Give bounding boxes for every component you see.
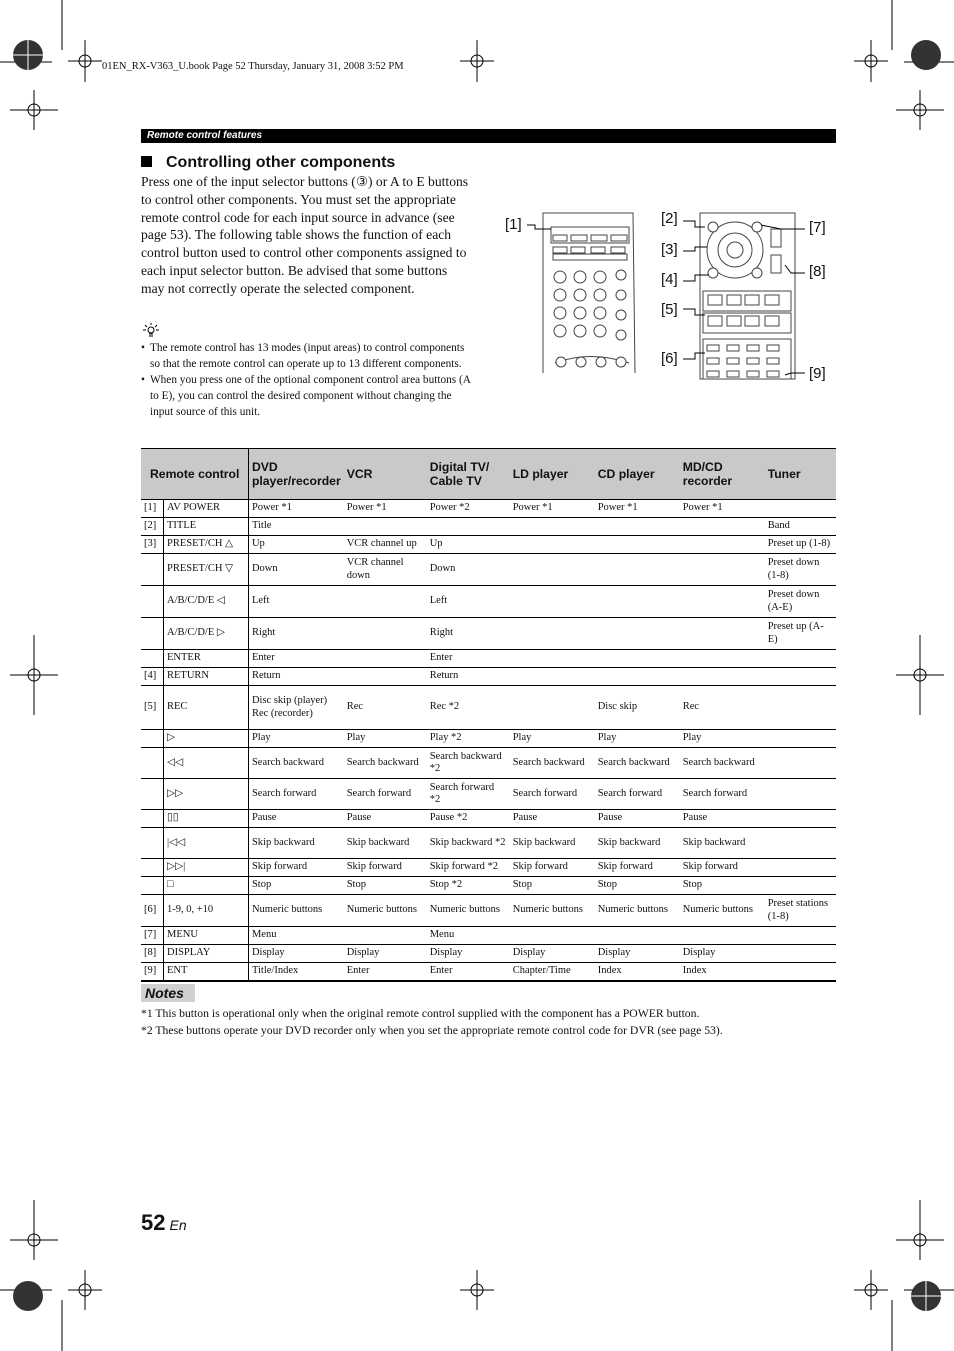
table-cell: Rec *2 (427, 686, 510, 730)
table-row (141, 927, 836, 945)
table-cell: Skip backward (248, 828, 343, 859)
table-cell (510, 536, 595, 554)
table-cell: Search backward (248, 748, 343, 779)
figure-label-5: [5] (661, 301, 678, 318)
section-banner: Remote control features (141, 129, 836, 143)
figure-label-8: [8] (809, 263, 826, 280)
row-label-cell: □ (164, 877, 249, 895)
table-cell (765, 859, 836, 877)
table-cell: Return (427, 668, 510, 686)
table-cell (510, 586, 595, 618)
table-cell: Pause (248, 810, 343, 828)
table-cell: Rec (344, 686, 427, 730)
table-cell: Power *1 (248, 500, 343, 518)
table-cell: Left (427, 586, 510, 618)
figure-label-4: [4] (661, 271, 678, 288)
square-bullet-icon (141, 156, 152, 167)
table-cell: Title (248, 518, 343, 536)
table-cell: Power *1 (344, 500, 427, 518)
table-cell: Preset up (A-E) (765, 618, 836, 650)
table-cell: Title/Index (248, 963, 343, 982)
table-cell (765, 779, 836, 810)
table-cell: Play *2 (427, 730, 510, 748)
table-row (141, 554, 836, 586)
table-row (141, 963, 836, 982)
figure-label-1: [1] (505, 216, 522, 233)
table-cell: Search forward (248, 779, 343, 810)
figure-label-2: [2] (661, 210, 678, 227)
table-cell (510, 618, 595, 650)
table-row (141, 730, 836, 748)
row-label-cell: REC (164, 686, 249, 730)
row-label-cell: DISPLAY (164, 945, 249, 963)
table-cell: Search backward (510, 748, 595, 779)
table-cell: VCR channel up (344, 536, 427, 554)
table-cell: Play (680, 730, 765, 748)
table-cell: Numeric buttons (344, 895, 427, 927)
table-cell: Stop (595, 877, 680, 895)
table-cell: Play (344, 730, 427, 748)
row-index-cell: [4] (141, 668, 164, 686)
header-tuner: Tuner (765, 449, 836, 500)
table-cell: Chapter/Time (510, 963, 595, 982)
row-label-cell: 1-9, 0, +10 (164, 895, 249, 927)
table-cell (680, 650, 765, 668)
table-cell (680, 618, 765, 650)
table-cell: Display (510, 945, 595, 963)
table-cell: Skip backward (595, 828, 680, 859)
table-row (141, 859, 836, 877)
row-index-cell (141, 859, 164, 877)
row-index-cell: [5] (141, 686, 164, 730)
row-label-cell: |◁◁ (164, 828, 249, 859)
table-cell: Search backward (680, 748, 765, 779)
table-cell (765, 500, 836, 518)
row-index-cell (141, 877, 164, 895)
table-row (141, 618, 836, 650)
table-cell: Right (248, 618, 343, 650)
table-cell (510, 554, 595, 586)
section-title: Controlling other components (141, 154, 395, 172)
page-number: 52 En (141, 1210, 187, 1235)
table-cell: Power *1 (595, 500, 680, 518)
table-row (141, 668, 836, 686)
table-cell: Pause (510, 810, 595, 828)
table-cell (595, 668, 680, 686)
table-cell: Skip backward *2 (427, 828, 510, 859)
table-cell: Skip backward (510, 828, 595, 859)
row-label-cell: PRESET/CH △ (164, 536, 249, 554)
table-cell: Enter (427, 650, 510, 668)
table-row (141, 895, 836, 927)
table-cell: Display (344, 945, 427, 963)
tip-item: • When you press one of the optional component control area buttons (A to E), you can control the desired component without changing the input source of this unit. (141, 372, 471, 420)
table-cell (680, 586, 765, 618)
table-cell (680, 554, 765, 586)
table-cell: Skip forward (248, 859, 343, 877)
table-cell: Disc skip (595, 686, 680, 730)
row-label-cell: ▷ (164, 730, 249, 748)
table-cell (510, 518, 595, 536)
table-cell: Index (595, 963, 680, 982)
table-cell: Numeric buttons (680, 895, 765, 927)
table-cell: Numeric buttons (595, 895, 680, 927)
table-cell: Stop (248, 877, 343, 895)
table-cell (765, 927, 836, 945)
table-cell (765, 650, 836, 668)
row-index-cell: [3] (141, 536, 164, 554)
table-cell: Up (427, 536, 510, 554)
row-label-cell: RETURN (164, 668, 249, 686)
table-cell: Display (427, 945, 510, 963)
row-index-cell (141, 618, 164, 650)
table-cell: Search backward (595, 748, 680, 779)
figure-label-6: [6] (661, 350, 678, 367)
table-row (141, 586, 836, 618)
table-cell: Skip forward *2 (427, 859, 510, 877)
table-cell: Skip backward (680, 828, 765, 859)
table-cell: Pause (680, 810, 765, 828)
row-label-cell: ▷▷| (164, 859, 249, 877)
table-cell: Play (248, 730, 343, 748)
table-cell: Search backward *2 (427, 748, 510, 779)
table-row (141, 500, 836, 518)
table-cell: Skip forward (344, 859, 427, 877)
table-cell: Pause (344, 810, 427, 828)
table-cell: Display (680, 945, 765, 963)
row-index-cell: [9] (141, 963, 164, 982)
table-cell (344, 586, 427, 618)
row-label-cell: A/B/C/D/E ◁ (164, 586, 249, 618)
header-dvd: DVD player/recorder (248, 449, 343, 500)
table-row (141, 828, 836, 859)
table-cell (595, 536, 680, 554)
table-cell (680, 518, 765, 536)
header-vcr: VCR (344, 449, 427, 500)
row-index-cell (141, 554, 164, 586)
table-cell (595, 618, 680, 650)
table-cell: Play (510, 730, 595, 748)
remote-control-figure (505, 205, 835, 385)
table-cell (765, 686, 836, 730)
table-cell (765, 668, 836, 686)
tips-list (141, 340, 471, 420)
row-index-cell (141, 650, 164, 668)
note-1: *1 This button is operational only when the original remote control supplied with the component has a POWER button. (141, 1007, 700, 1020)
table-cell (344, 668, 427, 686)
table-cell: Search forward (344, 779, 427, 810)
row-index-cell: [8] (141, 945, 164, 963)
row-label-cell: ▷▷ (164, 779, 249, 810)
table-cell: Numeric buttons (427, 895, 510, 927)
table-cell: Display (595, 945, 680, 963)
table-cell: Right (427, 618, 510, 650)
table-cell: Stop (510, 877, 595, 895)
function-table (141, 448, 836, 982)
intro-paragraph: Press one of the input selector buttons (③) or A to E buttons to control other components. You must set the appropriate remote control code for each input source in advance (see page 53). The following table shows the function of each control button used to control other components assigned to each input selector button. Be advised that some buttons may not correctly operate the selected component. (141, 174, 469, 296)
table-row (141, 748, 836, 779)
table-cell (344, 518, 427, 536)
table-header-row (141, 449, 836, 500)
table-row (141, 810, 836, 828)
header-cd: CD player (595, 449, 680, 500)
table-cell (680, 536, 765, 554)
row-label-cell: A/B/C/D/E ▷ (164, 618, 249, 650)
table-cell: Skip forward (680, 859, 765, 877)
table-cell: Index (680, 963, 765, 982)
table-cell (510, 668, 595, 686)
table-row (141, 945, 836, 963)
table-cell (680, 668, 765, 686)
table-cell: Search forward (510, 779, 595, 810)
table-cell: Down (427, 554, 510, 586)
table-cell: Stop (344, 877, 427, 895)
row-label-cell: AV POWER (164, 500, 249, 518)
table-cell: Enter (344, 963, 427, 982)
header-ld: LD player (510, 449, 595, 500)
table-cell: Return (248, 668, 343, 686)
table-cell (765, 810, 836, 828)
table-cell: Power *1 (510, 500, 595, 518)
table-cell: Preset down (A-E) (765, 586, 836, 618)
table-cell: Left (248, 586, 343, 618)
header-remote-control: Remote control (141, 449, 248, 500)
row-label-cell: MENU (164, 927, 249, 945)
row-index-cell (141, 730, 164, 748)
table-cell (765, 877, 836, 895)
table-cell: Search forward *2 (427, 779, 510, 810)
table-cell: Enter (427, 963, 510, 982)
table-cell (595, 586, 680, 618)
table-cell: Pause (595, 810, 680, 828)
table-cell: Power *2 (427, 500, 510, 518)
row-index-cell: [1] (141, 500, 164, 518)
table-cell: Up (248, 536, 343, 554)
table-cell: Stop (680, 877, 765, 895)
table-cell: Enter (248, 650, 343, 668)
table-cell: Band (765, 518, 836, 536)
header-digital-tv: Digital TV/ Cable TV (427, 449, 510, 500)
table-cell: Search forward (680, 779, 765, 810)
header-md: MD/CD recorder (680, 449, 765, 500)
row-index-cell: [2] (141, 518, 164, 536)
print-header: 01EN_RX-V363_U.book Page 52 Thursday, January 31, 2008 3:52 PM (102, 61, 404, 72)
table-row (141, 650, 836, 668)
table-cell: Skip forward (510, 859, 595, 877)
row-label-cell: ENTER (164, 650, 249, 668)
table-cell: Preset up (1-8) (765, 536, 836, 554)
table-cell (510, 686, 595, 730)
row-index-cell (141, 586, 164, 618)
row-label-cell: ◁◁ (164, 748, 249, 779)
table-cell: Pause *2 (427, 810, 510, 828)
table-cell: Numeric buttons (248, 895, 343, 927)
row-index-cell: [7] (141, 927, 164, 945)
page-lang: En (169, 1217, 187, 1233)
table-cell (765, 945, 836, 963)
table-row (141, 686, 836, 730)
table-cell: Skip forward (595, 859, 680, 877)
table-cell (680, 927, 765, 945)
table-row (141, 779, 836, 810)
table-cell: Search forward (595, 779, 680, 810)
row-label-cell: PRESET/CH ▽ (164, 554, 249, 586)
figure-label-7: [7] (809, 219, 826, 236)
figure-label-9: [9] (809, 365, 826, 382)
table-cell (765, 963, 836, 982)
table-cell (595, 650, 680, 668)
table-cell (765, 748, 836, 779)
row-index-cell (141, 828, 164, 859)
row-index-cell (141, 810, 164, 828)
notes-heading: Notes (141, 984, 195, 1002)
table-cell (595, 554, 680, 586)
table-cell: Play (595, 730, 680, 748)
table-cell: Power *1 (680, 500, 765, 518)
table-cell (344, 618, 427, 650)
row-label-cell: TITLE (164, 518, 249, 536)
table-cell (427, 518, 510, 536)
table-cell (510, 650, 595, 668)
table-cell: Menu (427, 927, 510, 945)
note-2: *2 These buttons operate your DVD recorder only when you set the appropriate remote control code for DVR (see page 53). (141, 1024, 723, 1037)
table-cell: Rec (680, 686, 765, 730)
table-cell (595, 518, 680, 536)
table-cell: Preset stations (1-8) (765, 895, 836, 927)
table-cell: Preset down (1-8) (765, 554, 836, 586)
table-cell: Down (248, 554, 343, 586)
table-row (141, 877, 836, 895)
table-cell: Display (248, 945, 343, 963)
table-cell (765, 828, 836, 859)
table-cell (765, 730, 836, 748)
figure-label-3: [3] (661, 241, 678, 258)
table-cell: Skip backward (344, 828, 427, 859)
row-index-cell (141, 748, 164, 779)
table-cell (344, 927, 427, 945)
table-row (141, 536, 836, 554)
table-cell: VCR channel down (344, 554, 427, 586)
table-cell: Disc skip (player) Rec (recorder) (248, 686, 343, 730)
table-cell: Menu (248, 927, 343, 945)
row-label-cell: ▯▯ (164, 810, 249, 828)
row-index-cell: [6] (141, 895, 164, 927)
row-index-cell (141, 779, 164, 810)
table-cell: Stop *2 (427, 877, 510, 895)
table-cell (510, 927, 595, 945)
table-cell (344, 650, 427, 668)
table-cell: Search backward (344, 748, 427, 779)
row-label-cell: ENT (164, 963, 249, 982)
table-cell: Numeric buttons (510, 895, 595, 927)
tip-item: • The remote control has 13 modes (input areas) to control components so that the remote control can operate up to 13 different components. (141, 340, 471, 372)
table-row (141, 518, 836, 536)
table-cell (595, 927, 680, 945)
